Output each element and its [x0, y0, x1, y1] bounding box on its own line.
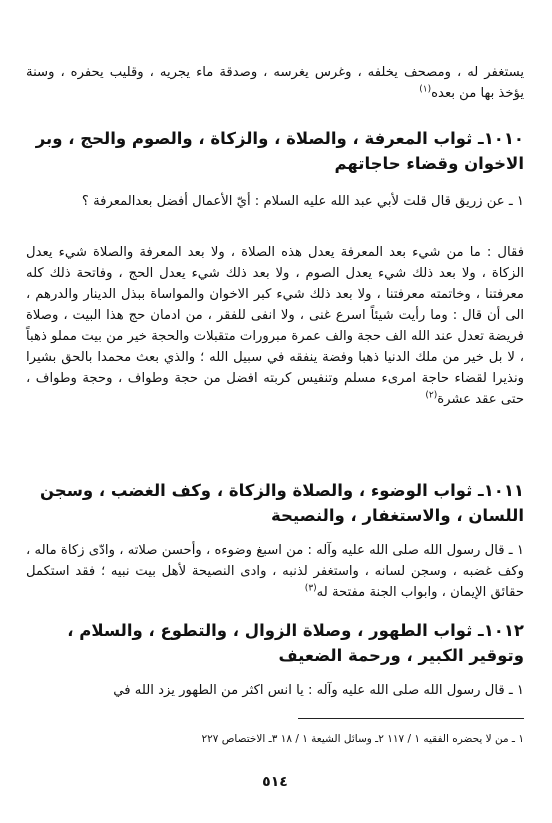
footnote-ref: (٢) — [425, 390, 438, 401]
footnote-ref: (٣) — [304, 583, 317, 594]
section-1010-paragraph-1 — [26, 191, 524, 212]
section-1010-paragraph-2 — [26, 242, 524, 410]
intro-text: يستغفر له ، ومصحف يخلفه ، وغرس يغرسه ، وصدقة ماء يجريه ، وقليب يحفره ، وسنة يؤخذ بها من بعده — [26, 65, 524, 101]
intro-paragraph — [26, 62, 524, 104]
paragraph-text: ١ ـ قال رسول الله صلى الله عليه وآله : من اسبغ وضوءه ، وأحسن صلاته ، وادّى زكاة ماله ، وكف غضبه ، وسجن لسانه ، واستغفر لذنبه ، وادى النصيحة لأهل بيت نبيه ؛ فقد استكمل حقائق الإيمان ، وابواب الجنة مفتحة له — [26, 543, 524, 600]
paragraph-text: فقال : ما من شيء بعد المعرفة يعدل هذه الصلاة ، ولا بعد المعرفة والصلاة شيء يعدل الزكاة ، ولا بعد ذلك شيء يعدل الصوم ، ولا بعد ذلك شيء يعدل الحج ، وفاتحة ذلك كله معرفتنا ، وخاتمته معرفتنا ، ولا بعد ذلك شيء كبر الاخوان والمواساة ببذل الدينار والدرهم ، الى أن قال : وما رأيت شيئاً اسرع غنى ، ولا انفى للفقر ، من ادمان حج هذا البيت ، وصلاة فريضة تعدل عند الله الف حجة والف عمرة مبرورات متقبلات والحجة خير من بيت مملو ذهباً ، لا بل خير من ملك الدنيا ذهبا وفضة ينفقه في سبيل الله ؛ والذي بعث محمدا بالحق بشيرا ونذيرا لقضاء حاجة امرىء مسلم وتنفيس كربته افضل من حجة وطواف ، وحجة وطواف ، حتى عقد عشرة — [26, 245, 524, 407]
page-number: ٥١٤ — [262, 774, 288, 790]
section-title: ـ ثواب الوضوء ، والصلاة والزكاة ، وكف الغضب ، وسجن اللسان ، والاستغفار ، والنصيحة — [39, 481, 524, 525]
section-heading-1012 — [26, 618, 524, 668]
footnote-divider — [298, 718, 524, 719]
footnotes: ١ ـ من لا يحضره الفقيه ١ / ١١٧ ٢ـ وسائل الشيعة ١ / ١٨ ٣ـ الاختصاص ٢٢٧ — [201, 733, 524, 745]
section-number: ١٠١٢ — [483, 621, 524, 640]
section-number: ١٠١١ — [483, 481, 524, 500]
section-1012-paragraph-1 — [26, 680, 524, 701]
footnote-ref: (١) — [419, 84, 432, 95]
paragraph-text: ١ ـ قال رسول الله صلى الله عليه وآله : يا انس اكثر من الطهور يزد الله في — [113, 683, 524, 698]
paragraph-text: ١ ـ عن زريق قال قلت لأبي عبد الله عليه السلام : أيّ الأعمال أفضل بعدالمعرفة ؟ — [81, 194, 524, 209]
section-title: ـ ثواب الطهور ، وصلاة الزوال ، والتطوع ، والسلام ، وتوقير الكبير ، ورحمة الضعيف — [67, 621, 524, 665]
section-heading-1011 — [26, 478, 524, 528]
section-title: ـ ثواب المعرفة ، والصلاة ، والزكاة ، والصوم والحج ، وبر الاخوان وقضاء حاجاتهم — [35, 129, 524, 173]
section-1011-paragraph-1 — [26, 540, 524, 603]
section-number: ١٠١٠ — [483, 129, 524, 148]
section-heading-1010 — [26, 126, 524, 176]
document-page — [26, 62, 524, 823]
